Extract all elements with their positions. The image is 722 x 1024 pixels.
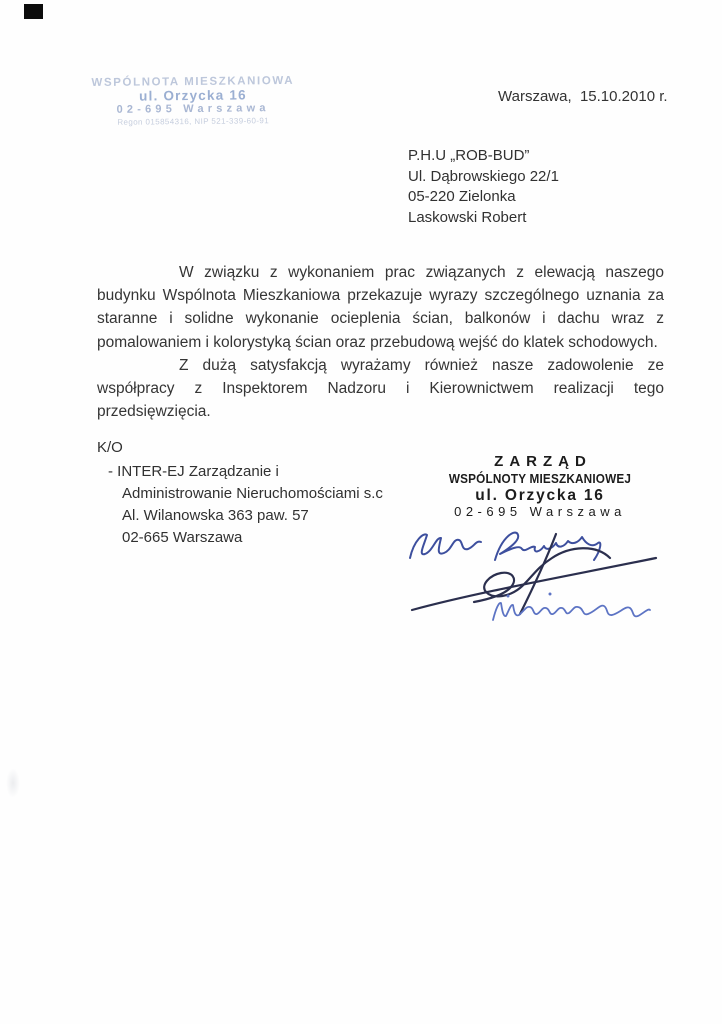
board-stamp-city: 02-695 Warszawa: [454, 504, 626, 520]
sender-stamp-regon-nip: Regon 015854316, NIP 521-339-60-91: [117, 115, 270, 127]
sender-stamp-city: 02-695 Warszawa: [116, 102, 270, 117]
ko-city: 02-665 Warszawa: [122, 529, 243, 546]
body-paragraph-2: Z dużą satysfakcją wyrażamy również nasze zadowolenie ze współpracy z Inspektorem Nadzoru i Kierownictwem realizacji tego przedsięwzięcia.: [97, 356, 664, 421]
recipient-street: Ul. Dąbrowskiego 22/1: [408, 167, 559, 185]
ko-company-cont: Administrowanie Nieruchomościami s.c: [122, 485, 383, 502]
recipient-company: P.H.U „ROB-BUD”: [408, 147, 530, 164]
sender-stamp-street: ul. Orzycka 16: [139, 87, 247, 104]
body-paragraph-1: W związku z wykonaniem prac związanych z elewacją naszego budynku Wspólnota Mieszkaniowa przekazuje wyrazy szczególnego uznania za staranne i solidne wykonanie ocieplenia ścian, balkonów i dachu wraz z pomalowaniem i kolorystyką ścian oraz przebudową wejść do klatek schodowych.: [97, 264, 664, 351]
sender-stamp-name: WSPÓLNOTA MIESZKANIOWA: [91, 74, 295, 90]
scan-corner-artifact: [24, 4, 43, 19]
board-stamp: [436, 454, 644, 520]
handwritten-signatures: [398, 520, 666, 640]
board-stamp-title: ZARZĄD: [494, 453, 592, 470]
board-stamp-street: ul. Orzycka 16: [475, 487, 605, 505]
signature-stroke-3: [493, 593, 650, 621]
recipient-city: 05-220 Zielonka: [408, 188, 516, 205]
dateline: Warszawa, 15.10.2010 r.: [498, 88, 668, 105]
board-stamp-subtitle: WSPÓLNOTY MIESZKANIOWEJ: [448, 471, 632, 486]
recipient-person: Laskowski Robert: [408, 208, 527, 226]
ko-block: [97, 437, 383, 549]
sender-stamp: [86, 75, 301, 127]
signature-stroke-1: [410, 533, 600, 560]
ko-street: Al. Wilanowska 363 paw. 57: [122, 507, 309, 524]
letter-body: [97, 261, 664, 423]
ko-label: K/O: [97, 439, 123, 456]
recipient-block: [408, 146, 559, 228]
scan-edge-smudge: [6, 768, 20, 798]
ko-company: - INTER-EJ Zarządzanie i: [108, 463, 279, 480]
